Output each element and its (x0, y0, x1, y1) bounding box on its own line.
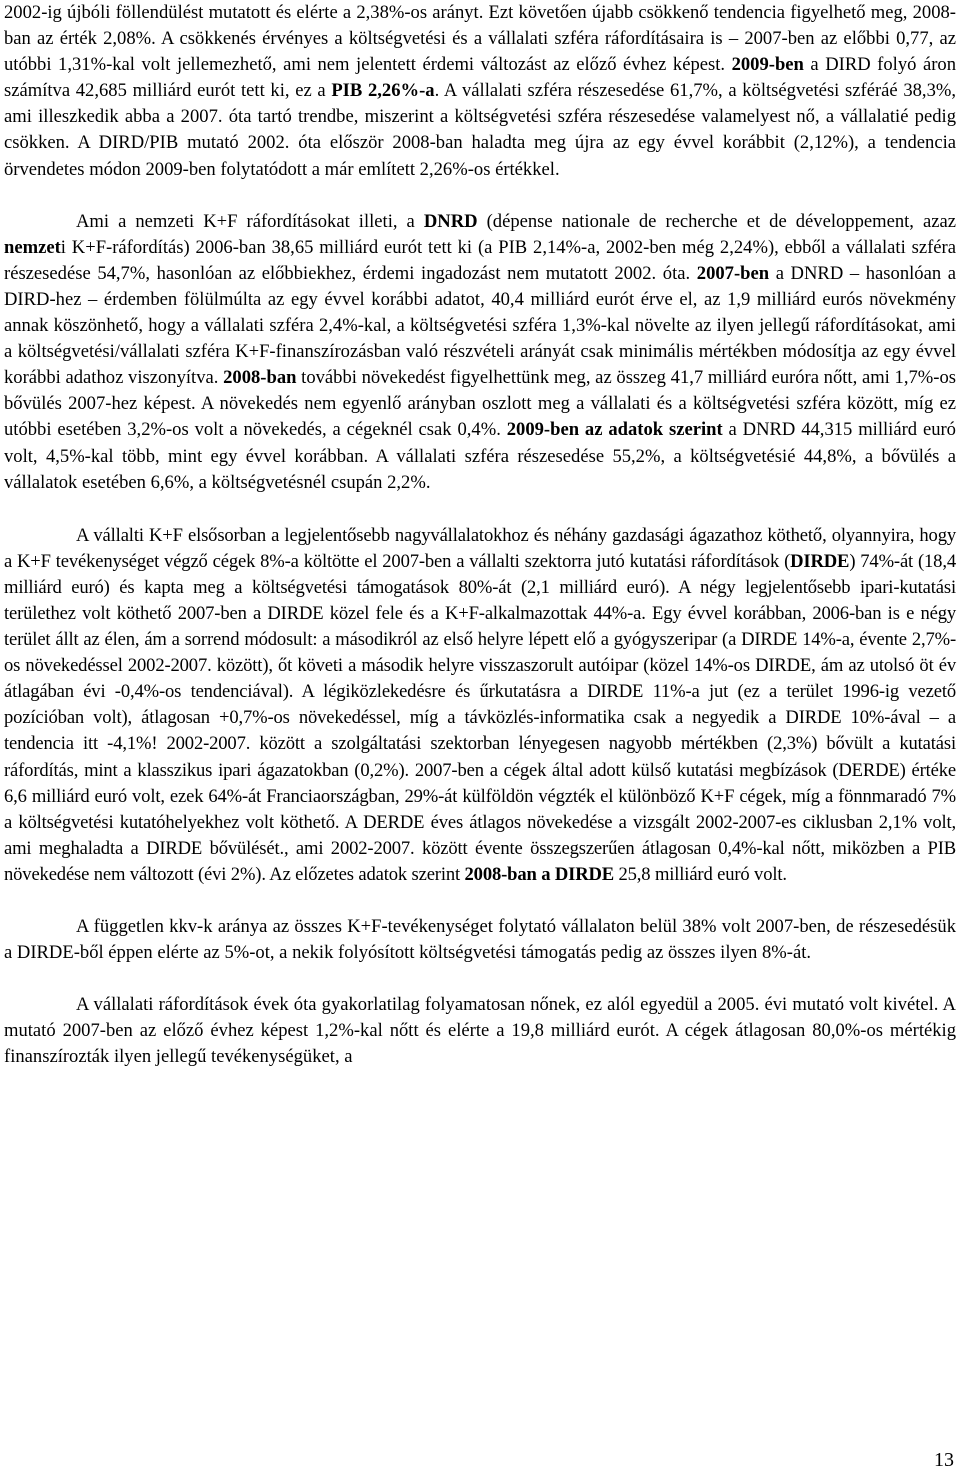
paragraph-corporate (4, 992, 956, 1070)
text-segment: A vállalati ráfordítások évek óta gyakorlatilag folyamatosan nőnek, ez alól egyedül a 2005. évi mutató volt kivétel. A mutató 2007-ben az előző évhez képest 1,2%-kal nőtt és elérte a 19,8 milliárd eurót. A cégek átlagosan 80,0%-os mértékig finanszírozták ilyen jellegű tevékenységüket, a (4, 994, 956, 1068)
text-segment-bold: DNRD (423, 210, 478, 232)
text-segment-bold: DIRDE (790, 550, 850, 572)
text-segment: a DNRD 44,315 milliárd euró volt, 4,5%-kal több, mint egy évvel korábban. A vállalati szféra részesedése 55,2%, a költségvetésié 44,8%, a bővülés a vállalatok esetében 6,6%, a költségvetésnél csupán 2,2%. (4, 419, 956, 493)
text-segment: 2002-2007. között a szolgáltatási szektorban lényegesen nagyobb mértékben (2,3%) bővült a kutatási ráfordítás, mint a klasszikus ipari ágazatokban (0,2%). 2007-ben a cégek által adott külső kutatási megbízások (DERDE) értéke 6,6 milliárd euró volt, ezek 64%-át Franciaországban, 29%-át külföldön végzték el különböző K+F cégek, míg a fönnmaradó 7% a költségvetési kutatóhelyekhez volt köthető. A DERDE éves átlagos növekedése a vizsgált 2002-2007-es ciklusban 2,1% volt, ami meghaladta a DIRDE bővülését., ami 2002-2007. között évente összegszerűen átlagosan 0,4%-kal nőtt, miközben a PIB növekedése nem változott (évi 2%). Az előzetes adatok szerint (4, 733, 956, 885)
text-segment: a DNRD – hasonlóan a DIRD-hez – érdemben fölülmúlta az egy évvel korábbi adatot, 40,4 milliárd eurót érve el, az 1,9 milliárd eurós növekmény annak köszönhető, hogy a vállalati szféra 2,4%-kal, a költségvetési szféra 1,3%-kal növelte az ilyen jellegű ráfordításokat, ami a költségvetési/vállalati szféra K+F-finanszírozásban való részvételi arányát csak minimális mértékben módosítja az egy évvel korábbi adathoz viszonyítva. (4, 262, 957, 389)
text-segment: i K+F-ráfordítás) 2006-ban 38,65 milliárd eurót tett ki (a PIB 2,14%-a, 2002-ben még 2,24%), ebből a vállalati szféra részesedése 54,7%, hasonlóan az előbbiekhez, érdemi ingadozást nem mutatott 2002. óta. (4, 236, 956, 284)
paragraph-kkv (4, 914, 956, 966)
text-segment-bold: 2009-ben (731, 54, 804, 76)
text-segment: . A vállalati szféra részesedése 61,7%, a költségvetési szféráé 38,3%, ami illeszkedik abba a 2007. óta tartó trendbe, miszerint a költségvetési szféra részesedése valamelyest nő, a vállalatié pedig csökken. A DIRD/PIB mutató 2002. óta először 2008-ban haladta meg újra az egy évvel korábbit (2,12%), a tendencia örvendetes módon 2009-ben folytatódott a már említett 2,26%-os értékkel. (4, 80, 956, 180)
text-segment-bold: 2009-ben az adatok szerint (506, 419, 723, 441)
document-page (4, 0, 956, 1070)
text-segment: 2002-ig újbóli föllendülést mutatott és elérte a 2,38%-os arányt. Ezt követően újabb csökkenő tendencia figyelhető meg, 2008-ban az érték 2,08%. A csökkenés érvényes a költségvetési és a vállalati szféra ráfordításaira is – 2007-ben az előbbi 0,77, az utóbbi 1,31%-kal volt jellemezhető, ami nem jelentett érdemi változást az előző évhez képest. (4, 2, 956, 76)
paragraph-dnrd (4, 209, 956, 496)
text-segment: A vállalti K+F elsősorban a legjelentősebb nagyvállalatokhoz és néhány gazdasági ágazathoz köthető, olyannyira, hogy a K+F tevékenységet végző cégek 8%-a költötte el 2007-ben a vállalti szektorra jutó kutatási ráfordítások ( (4, 524, 956, 572)
paragraph-dird (4, 0, 956, 183)
text-segment-bold: nemzet (4, 236, 61, 258)
text-segment-bold: 2008-ban a DIRDE (464, 863, 615, 885)
text-segment: a DIRD folyó áron számítva 42,685 milliárd eurót tett ki, ez a (4, 54, 956, 102)
text-segment-bold: 2007-ben (696, 262, 770, 284)
text-segment: (dépense nationale de recherche et de développement, azaz (477, 210, 956, 232)
text-segment-bold: 2008-ban (223, 367, 297, 389)
page-number: 13 (934, 1449, 954, 1471)
text-segment: -4,1%! (107, 733, 158, 755)
text-segment: további növekedést figyelhettünk meg, az összeg 41,7 milliárd euróra nőtt, ami 1,7%-os bővülés 2007-hez képest. A növekedés nem egyenlő arányban oszlott meg a vállalati és a költségvetési szféra között, míg ez utóbbi esetében 3,2%-os volt a növekedés, a cégeknél csak 0,4%. (4, 367, 956, 441)
text-segment: Ami a nemzeti K+F ráfordításokat illeti, a (76, 210, 424, 232)
text-segment-bold: PIB 2,26%-a (331, 80, 435, 102)
text-segment: ) 74%-át (18,4 milliárd euró) és kapta meg a költségvetési támogatások 80%-át (2,1 milliárd euró). A négy legjelentősebb ipari-kutatási területhez volt köthető 2007-ben a DIRDE közel fele és a K+F-alkalmazottak 44%-a. Egy évvel korábban, 2006-ban is e négy terület állt az élen, ám a sorrend módosult: a másodikról az első helyre lépett elő a gyógyszeripar (a DIRDE 14%-a, évente 2,7%-os növekedéssel 2002-2007. között), őt követi a második helyre visszaszorult autóipar (közel 14%-os DIRDE, ám az utolsó öt év átlagában évi -0,4%-os tendenciával). A légiközlekedésre és űrkutatásra a DIRDE 11%-a jut (ez a terület 1996-ig vezető pozícióban volt), átlagosan +0,7%-os növekedéssel, míg a távközlés-informatika csak a negyedik a DIRDE 10%-ával – a tendencia itt (4, 550, 956, 755)
paragraph-dirde (4, 523, 956, 888)
text-segment: 25,8 milliárd euró volt. (614, 863, 787, 885)
text-segment: A független kkv-k aránya az összes K+F-tevékenységet folytató vállalaton belül 38% volt 2007-ben, de részesedésük a DIRDE-ből éppen elérte az 5%-ot, a nekik folyósított költségvetési támogatás pedig az összes ilyen 8%-át. (4, 916, 956, 964)
